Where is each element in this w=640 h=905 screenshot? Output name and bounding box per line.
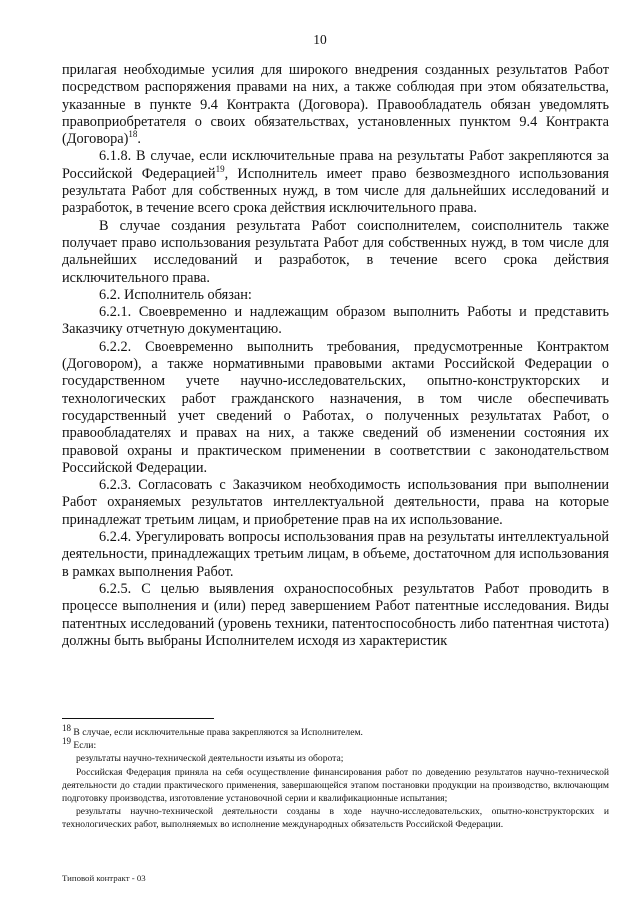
footnote-19-item: результаты научно-технической деятельности изъяты из оборота; [76, 753, 344, 765]
page-number: 10 [313, 32, 327, 47]
paragraph-continuation: прилагая необходимые усилия для широкого внедрения созданных результатов Работ посредством распоряжения правами на них, а также соблюдая при этом обязательства, указанные в пункте 9.4 Контракта (Договора). Правообладатель обязан уведомлять правоприобретателя о своих обязательствах, установленных пунктом 9.4 Контракта (Договора)$^{18}$. [62, 62, 609, 148]
footnote-19-item: Российская Федерация приняла на себя осуществление финансирования работ по доведению результатов научно-технической деятельности до стадии практического применения, завершающейся этапом постановки продукции на производство, включающим подготовку производства, изготовление установочной серии и квалификационные испытания; [62, 766, 609, 805]
footnote-19-item: результаты научно-технической деятельности созданы в ходе научно-исследовательских, опытно-конструкторских и технологических работ, выполняемых во исполнение международных обязательств Российской Федерации. [62, 806, 609, 831]
paragraph-6-2-4: 6.2.4. Урегулировать вопросы использования прав на результаты интеллектуальной деятельности, принадлежащих третьим лицам, в объеме, достаточном для использования в рамках выполнения Работ. [62, 529, 609, 580]
paragraph-6-2: 6.2. Исполнитель обязан: [99, 286, 252, 303]
paragraph-6-1-8: 6.1.8. В случае, если исключительные права на результаты Работ закрепляются за Российской Федерацией$^{19}$, Исполнитель имеет право безвозмездного использования результата Работ для собственных нужд, в том числе для дальнейших исследований и разработок, в течение всего срока действия исключительного права. [62, 148, 609, 217]
paragraph-6-2-5: 6.2.5. С целью выявления охраноспособных результатов Работ проводить в процессе выполнения и (или) перед завершением Работ патентные исследования. Виды патентных исследований (уровень техники, патентоспособность либо патентная чистота) должны быть выбраны Исполнителем исходя из характеристик [62, 580, 609, 649]
paragraph-6-2-3: 6.2.3. Согласовать с Заказчиком необходимость использования при выполнении Работ охраняемых результатов интеллектуальной деятельности, права на которые принадлежат третьим лицам, и приобретение прав на их использование. [62, 477, 609, 528]
footnotes [62, 722, 609, 832]
paragraph-6-2-2: 6.2.2. Своевременно выполнить требования, предусмотренные Контрактом (Договором), а также нормативными правовыми актами Российской Федерации о государственном учете научно-исследовательских, опытно-конструкторских и технологических работ гражданского назначения, в том числе обеспечивать государственный учет сведений о Работах, о полученных результатах Работ, о правообладателях и правах на них, а также сведений об изменении состояния их правовой охраны и практическом применении в соответствии с законодательством Российской Федерации. [62, 338, 609, 476]
footnote-separator [62, 718, 214, 719]
main-text [62, 62, 609, 650]
page-footer: Типовой контракт - 03 [62, 873, 146, 883]
footnote-19: $^{19}$ Если: [62, 736, 97, 752]
footnote-ref-18: 18 [128, 129, 138, 140]
paragraph-coexecutor: В случае создания результата Работ соисполнителем, соисполнитель также получает право использования результата Работ для собственных нужд, в том числе для дальнейших исследований и разработок, в течение всего срока действия исключительного права. [62, 217, 609, 286]
paragraph-6-2-1: 6.2.1. Своевременно и надлежащим образом выполнить Работы и представить Заказчику отчетную документацию. [62, 304, 609, 338]
footnote-ref-19: 19 [215, 164, 225, 175]
footnote-18: $^{18}$ В случае, если исключительные права закрепляются за Исполнителем. [62, 722, 363, 738]
